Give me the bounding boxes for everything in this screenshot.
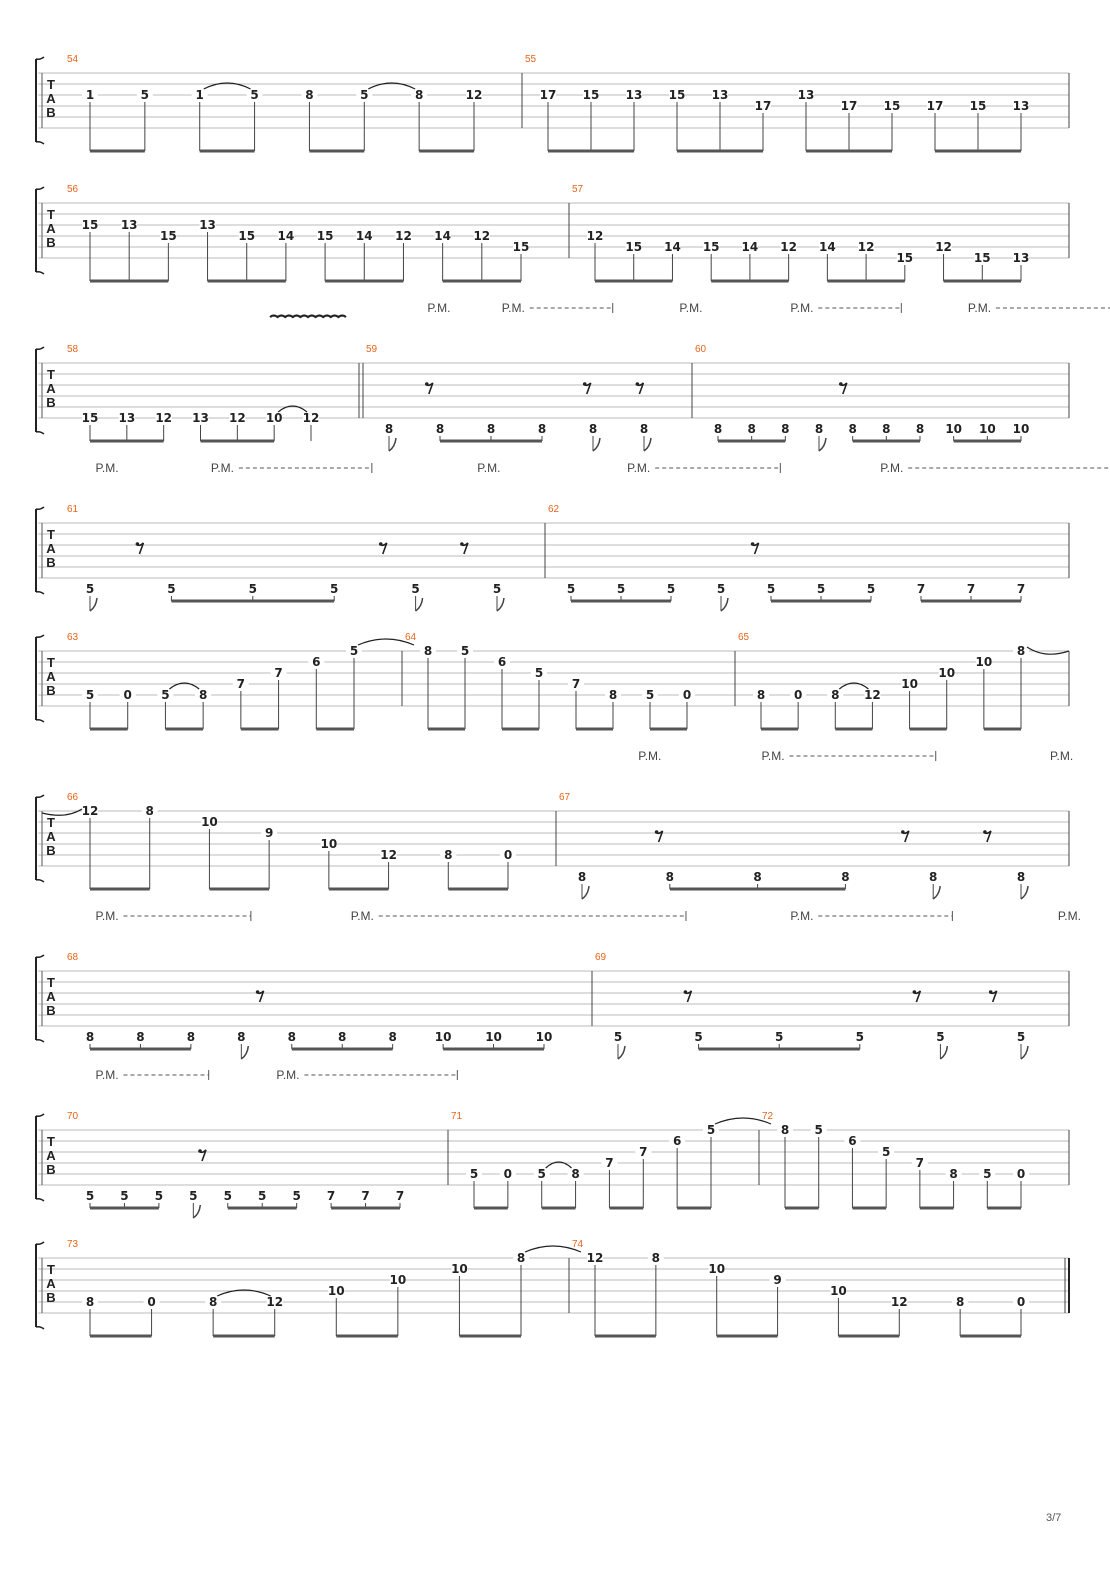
fret-number: 5 (189, 1189, 198, 1203)
palm-mute-label: P.M. (427, 301, 451, 315)
fret-number: 8 (186, 1030, 196, 1044)
fret-number: 5 (716, 582, 726, 596)
tab-clef-letter: A (46, 91, 56, 106)
fret-number: 5 (816, 582, 826, 596)
fret-number: 17 (539, 88, 557, 102)
tab-clef-letter: B (46, 235, 56, 250)
system-bracket-hook (36, 1114, 44, 1201)
tab-clef-letter: B (46, 555, 56, 570)
tab-clef-letter: T (47, 207, 55, 222)
tab-clef-letter: B (46, 395, 56, 410)
fret-number: 1 (195, 88, 204, 102)
fret-number: 6 (672, 1134, 682, 1148)
fret-number: 10 (320, 837, 338, 851)
fret-number: 13 (797, 88, 815, 102)
fret-number: 15 (668, 88, 686, 102)
tab-clef-letter: A (46, 221, 56, 236)
fret-number: 12 (586, 229, 604, 243)
fret-number: 8 (198, 688, 208, 702)
fret-number: 8 (882, 422, 891, 436)
fret-number: 10 (830, 1284, 847, 1298)
fret-number: 5 (1016, 1030, 1026, 1044)
note-flag (644, 438, 651, 451)
fret-number: 10 (327, 1284, 345, 1298)
note-flag (933, 886, 940, 899)
note-flag (389, 438, 396, 451)
fret-number: 17 (840, 99, 858, 113)
fret-number: 5 (694, 1030, 703, 1044)
fret-number: 12 (864, 688, 881, 702)
fret-number: 5 (706, 1123, 716, 1137)
fret-number: 8 (571, 1167, 580, 1181)
fret-number: 1 (85, 88, 95, 102)
fret-number: 15 (81, 218, 99, 232)
fret-number: 14 (664, 240, 681, 254)
palm-mute-label: P.M. (627, 461, 651, 475)
eighth-rest-dot (839, 382, 843, 386)
fret-number: 5 (167, 582, 176, 596)
fret-number: 10 (1012, 422, 1030, 436)
fret-number: 5 (666, 582, 676, 596)
fret-number: 8 (756, 688, 766, 702)
fret-number: 13 (1012, 251, 1030, 265)
measure-number: 69 (595, 952, 607, 963)
system-bracket-hook (36, 1242, 44, 1329)
note-flag (1021, 886, 1028, 899)
fret-number: 10 (708, 1262, 726, 1276)
note-flag (819, 438, 826, 451)
fret-number: 5 (223, 1189, 232, 1203)
measure-number: 65 (738, 632, 750, 643)
fret-number: 8 (486, 422, 496, 436)
fret-number: 5 (566, 582, 576, 596)
note-tie-in (42, 809, 82, 815)
note-flag (618, 1046, 625, 1059)
fret-number: 12 (465, 88, 483, 102)
measure-number: 54 (67, 54, 79, 65)
fret-number: 7 (966, 582, 976, 596)
tab-clef-letter: B (46, 1003, 56, 1018)
fret-number: 12 (780, 240, 797, 254)
fret-number: 10 (389, 1273, 407, 1287)
fret-number: 8 (831, 688, 840, 702)
measure-number: 68 (67, 952, 79, 963)
fret-number: 5 (866, 582, 876, 596)
fret-number: 5 (248, 582, 257, 596)
palm-mute-label: P.M. (790, 909, 814, 923)
fret-number: 0 (147, 1295, 156, 1309)
fret-number: 8 (85, 1295, 95, 1309)
measure-number: 59 (366, 344, 378, 355)
fret-number: 8 (423, 644, 433, 658)
fret-number: 14 (434, 229, 451, 243)
fret-number: 10 (535, 1030, 553, 1044)
fret-number: 5 (85, 582, 95, 596)
fret-number: 5 (140, 88, 150, 102)
fret-number: 6 (848, 1134, 857, 1148)
fret-number: 8 (608, 688, 618, 702)
palm-mute-label: P.M. (210, 461, 235, 475)
system-bracket-hook (36, 347, 44, 434)
measure-number: 58 (67, 344, 79, 355)
fret-number: 5 (120, 1189, 129, 1203)
fret-number: 9 (773, 1273, 782, 1287)
fret-number: 5 (537, 1167, 546, 1181)
tab-clef-letter: A (46, 989, 56, 1004)
tab-clef-letter: T (47, 815, 55, 830)
fret-number: 8 (841, 870, 850, 884)
fret-number: 0 (1016, 1167, 1026, 1181)
fret-number: 10 (975, 655, 993, 669)
fret-number: 10 (485, 1030, 502, 1044)
tab-clef-letter: A (46, 1148, 56, 1163)
eighth-rest-dot (198, 1149, 202, 1153)
fret-number: 8 (665, 870, 674, 884)
fret-number: 10 (978, 422, 996, 436)
fret-number: 0 (1016, 1295, 1026, 1309)
system-bracket-hook (36, 507, 44, 594)
fret-number: 5 (814, 1123, 823, 1137)
note-flag (193, 1205, 200, 1218)
fret-number: 12 (395, 229, 412, 243)
fret-number: 0 (123, 688, 132, 702)
fret-number: 8 (915, 422, 925, 436)
fret-number: 10 (451, 1262, 468, 1276)
palm-mute-label: P.M. (880, 461, 904, 475)
fret-number: 17 (754, 99, 772, 113)
palm-mute-label: P.M. (1057, 909, 1081, 923)
fret-number: 8 (1016, 870, 1026, 884)
tab-clef-letter: B (46, 105, 56, 120)
fret-number: 15 (883, 99, 901, 113)
fret-number: 13 (199, 218, 216, 232)
fret-number: 7 (236, 677, 246, 691)
fret-number: 7 (639, 1145, 648, 1159)
fret-number: 5 (258, 1189, 267, 1203)
fret-number: 6 (312, 655, 321, 669)
fret-number: 8 (651, 1251, 661, 1265)
palm-mute-label: P.M. (638, 749, 662, 763)
measure-number: 63 (67, 632, 79, 643)
fret-number: 14 (355, 229, 373, 243)
fret-number: 13 (1012, 99, 1030, 113)
note-flag (497, 598, 504, 611)
fret-number: 5 (775, 1030, 784, 1044)
fret-number: 13 (120, 218, 138, 232)
fret-number: 9 (264, 826, 274, 840)
fret-number: 10 (434, 1030, 452, 1044)
fret-number: 0 (503, 1167, 513, 1181)
fret-number: 5 (881, 1145, 891, 1159)
measure-number: 70 (67, 1111, 79, 1122)
eighth-rest-dot (901, 830, 905, 834)
fret-number: 14 (741, 240, 759, 254)
fret-number: 12 (473, 229, 491, 243)
eighth-rest-dot (425, 382, 429, 386)
eighth-rest-dot (636, 382, 640, 386)
fret-number: 8 (1016, 644, 1026, 658)
eighth-rest-dot (256, 990, 260, 994)
fret-number: 8 (444, 848, 453, 862)
fret-number: 5 (613, 1030, 623, 1044)
tab-clef-letter: B (46, 1290, 56, 1305)
fret-number: 5 (983, 1167, 992, 1181)
fret-number: 8 (747, 422, 756, 436)
measure-number: 62 (548, 504, 560, 515)
fret-number: 13 (192, 411, 209, 425)
fret-number: 10 (938, 666, 956, 680)
measure-number: 66 (67, 792, 79, 803)
palm-mute-label: P.M. (967, 301, 992, 315)
fret-number: 5 (645, 688, 655, 702)
fret-number: 13 (118, 411, 136, 425)
palm-mute-label: P.M. (1050, 749, 1074, 763)
fret-number: 15 (582, 88, 600, 102)
fret-number: 6 (497, 655, 507, 669)
eighth-rest-dot (460, 542, 464, 546)
fret-number: 7 (916, 582, 926, 596)
fret-number: 7 (915, 1156, 925, 1170)
fret-number: 10 (945, 422, 963, 436)
vibrato-mark (270, 316, 346, 318)
palm-mute-label: P.M. (679, 301, 703, 315)
tab-clef-letter: T (47, 1134, 55, 1149)
fret-number: 12 (266, 1295, 284, 1309)
fret-number: 8 (639, 422, 649, 436)
system-bracket-hook (36, 635, 44, 722)
fret-number: 5 (85, 688, 95, 702)
fret-number: 0 (503, 848, 513, 862)
fret-number: 5 (161, 688, 170, 702)
fret-number: 7 (571, 677, 581, 691)
measure-number: 61 (67, 504, 79, 515)
fret-number: 8 (781, 422, 790, 436)
fret-number: 8 (287, 1030, 296, 1044)
fret-number: 8 (305, 88, 314, 102)
tab-clef-letter: B (46, 843, 56, 858)
fret-number: 12 (890, 1295, 908, 1309)
fret-number: 7 (395, 1189, 405, 1203)
fret-number: 15 (896, 251, 914, 265)
measure-number: 73 (67, 1239, 79, 1250)
fret-number: 5 (250, 88, 259, 102)
palm-mute-label: P.M. (276, 1068, 300, 1082)
note-flag (416, 598, 423, 611)
fret-number: 0 (682, 688, 692, 702)
fret-number: 15 (969, 99, 987, 113)
measure-number: 72 (762, 1111, 774, 1122)
tab-clef-letter: A (46, 669, 56, 684)
measure-number: 74 (572, 1239, 584, 1250)
fret-number: 7 (605, 1156, 614, 1170)
fret-number: 5 (349, 644, 359, 658)
fret-number: 12 (935, 240, 952, 254)
measure-number: 56 (67, 184, 79, 195)
fret-number: 12 (857, 240, 875, 254)
fret-number: 17 (926, 99, 944, 113)
fret-number: 14 (277, 229, 295, 243)
fret-number: 15 (160, 229, 177, 243)
fret-number: 15 (973, 251, 991, 265)
fret-number: 8 (814, 422, 824, 436)
fret-number: 15 (512, 240, 530, 254)
fret-number: 5 (85, 1189, 95, 1203)
measure-number: 71 (451, 1111, 463, 1122)
fret-number: 8 (577, 870, 587, 884)
fret-number: 15 (81, 411, 99, 425)
tab-clef-letter: T (47, 77, 55, 92)
system-bracket-hook (36, 955, 44, 1042)
palm-mute-label: P.M. (790, 301, 814, 315)
eighth-rest-dot (989, 990, 993, 994)
fret-number: 8 (929, 870, 938, 884)
tab-clef-letter: T (47, 975, 55, 990)
measure-number: 60 (695, 344, 707, 355)
tab-clef-letter: T (47, 655, 55, 670)
eighth-rest-dot (983, 830, 987, 834)
fret-number: 5 (534, 666, 544, 680)
note-flag (241, 1046, 248, 1059)
fret-number: 8 (753, 870, 762, 884)
fret-number: 12 (155, 411, 173, 425)
fret-number: 7 (1016, 582, 1026, 596)
note-flag (940, 1046, 947, 1059)
eighth-rest-dot (379, 542, 383, 546)
fret-number: 5 (492, 582, 502, 596)
system-bracket-hook (36, 795, 44, 882)
measure-number: 64 (405, 632, 417, 643)
fret-number: 13 (625, 88, 643, 102)
fret-number: 12 (380, 848, 397, 862)
fret-number: 7 (361, 1189, 370, 1203)
tab-clef-letter: B (46, 683, 56, 698)
fret-number: 8 (713, 422, 723, 436)
note-flag (1021, 1046, 1028, 1059)
fret-number: 8 (145, 804, 154, 818)
tab-clef-letter: B (46, 1162, 56, 1177)
fret-number: 8 (85, 1030, 95, 1044)
fret-number: 14 (819, 240, 836, 254)
fret-number: 5 (330, 582, 339, 596)
fret-number: 8 (384, 422, 394, 436)
palm-mute-label: P.M. (501, 301, 525, 315)
page-number: 3/7 (1046, 1512, 1062, 1524)
measure-number: 67 (559, 792, 571, 803)
fret-number: 8 (435, 422, 445, 436)
eighth-rest-dot (913, 990, 917, 994)
tab-clef-letter: A (46, 1276, 56, 1291)
fret-number: 15 (316, 229, 334, 243)
fret-number: 0 (793, 688, 803, 702)
fret-number: 8 (949, 1167, 958, 1181)
fret-number: 15 (625, 240, 643, 254)
eighth-rest-dot (684, 990, 688, 994)
palm-mute-label: P.M. (761, 749, 785, 763)
fret-number: 5 (766, 582, 776, 596)
palm-mute-label: P.M. (95, 461, 119, 475)
note-flag (593, 438, 600, 451)
fret-number: 8 (208, 1295, 218, 1309)
system-bracket-hook (36, 57, 44, 144)
tab-clef-letter: T (47, 527, 55, 542)
fret-number: 5 (360, 88, 369, 102)
fret-number: 8 (388, 1030, 397, 1044)
fret-number: 8 (848, 422, 857, 436)
fret-number: 8 (588, 422, 598, 436)
eighth-rest-dot (583, 382, 587, 386)
tab-clef-letter: A (46, 829, 56, 844)
fret-number: 5 (411, 582, 420, 596)
tab-clef-letter: T (47, 1262, 55, 1277)
fret-number: 5 (469, 1167, 479, 1181)
fret-number: 8 (338, 1030, 347, 1044)
fret-number: 10 (265, 411, 283, 425)
fret-number: 8 (780, 1123, 790, 1137)
note-flag (90, 598, 97, 611)
note-flag (721, 598, 728, 611)
eighth-rest-dot (655, 830, 659, 834)
palm-mute-label: P.M. (95, 909, 119, 923)
palm-mute-label: P.M. (95, 1068, 119, 1082)
fret-number: 8 (955, 1295, 965, 1309)
fret-number: 5 (292, 1189, 301, 1203)
measure-number: 57 (572, 184, 584, 195)
fret-number: 10 (901, 677, 918, 691)
fret-number: 5 (460, 644, 470, 658)
tab-clef-letter: A (46, 381, 56, 396)
fret-number: 7 (326, 1189, 336, 1203)
note-flag (582, 886, 589, 899)
fret-number: 5 (936, 1030, 945, 1044)
fret-number: 12 (586, 1251, 604, 1265)
fret-number: 8 (537, 422, 547, 436)
tab-clef-letter: T (47, 367, 55, 382)
fret-number: 8 (237, 1030, 246, 1044)
fret-number: 12 (302, 411, 320, 425)
fret-number: 13 (711, 88, 729, 102)
fret-number: 15 (238, 229, 256, 243)
palm-mute-label: P.M. (477, 461, 501, 475)
fret-number: 7 (274, 666, 283, 680)
system-bracket-hook (36, 187, 44, 274)
fret-number: 5 (616, 582, 626, 596)
fret-number: 8 (414, 88, 424, 102)
fret-number: 10 (201, 815, 218, 829)
fret-number: 8 (516, 1251, 526, 1265)
fret-number: 15 (702, 240, 720, 254)
eighth-rest-dot (751, 542, 755, 546)
fret-number: 5 (154, 1189, 164, 1203)
tab-clef-letter: A (46, 541, 56, 556)
fret-number: 12 (81, 804, 99, 818)
fret-number: 12 (228, 411, 246, 425)
eighth-rest-dot (136, 542, 140, 546)
fret-number: 5 (855, 1030, 864, 1044)
fret-number: 8 (136, 1030, 145, 1044)
measure-number: 55 (525, 54, 537, 65)
palm-mute-label: P.M. (350, 909, 374, 923)
